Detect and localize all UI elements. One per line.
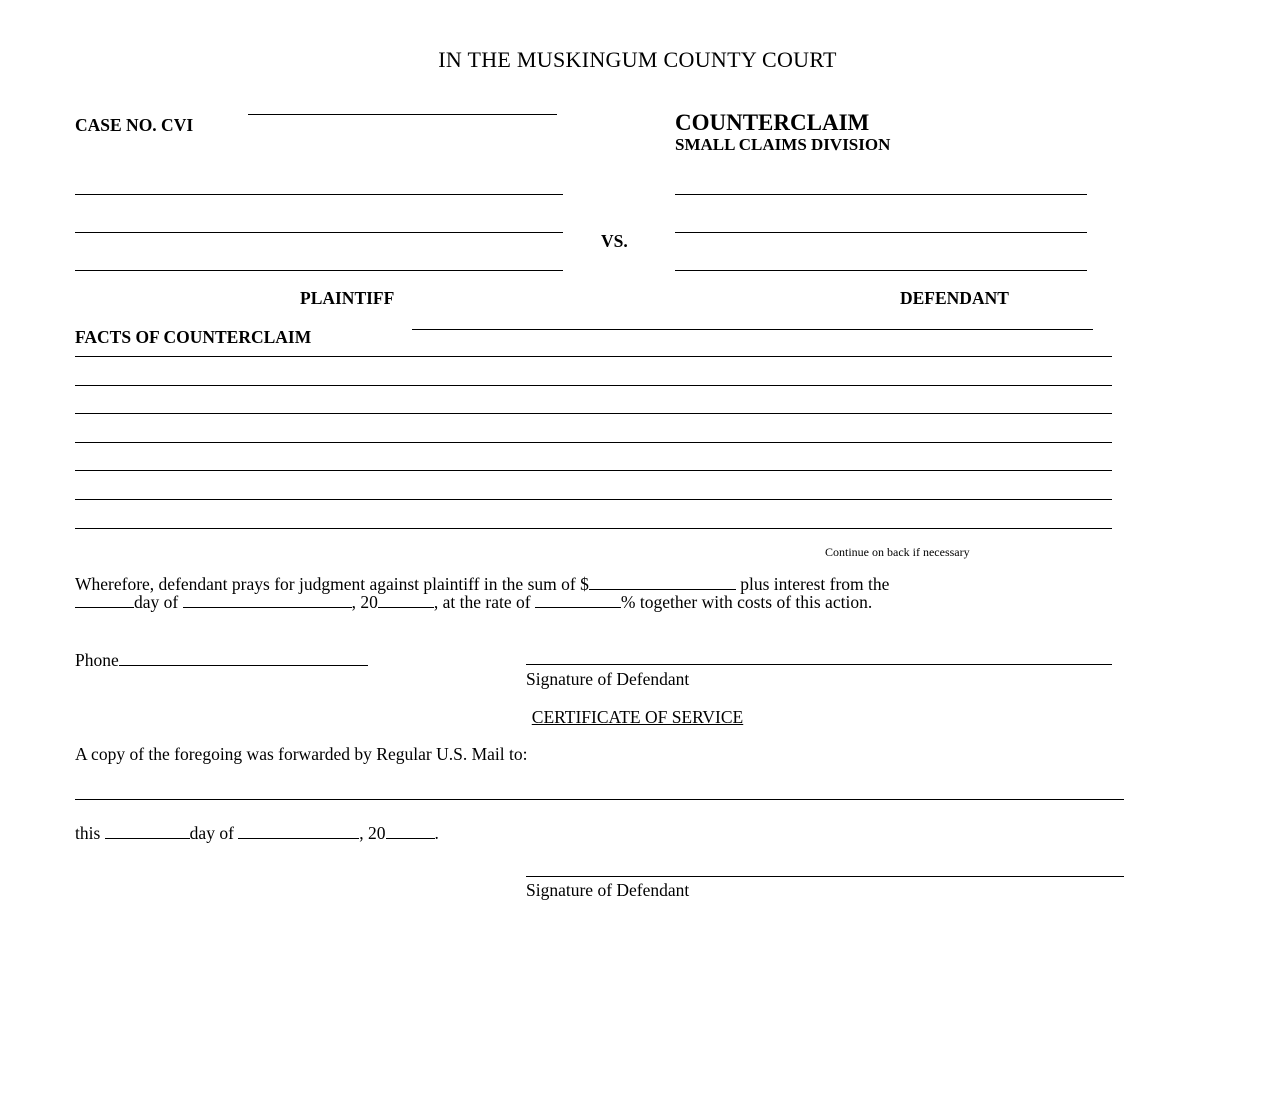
interest-rate-field[interactable] — [535, 593, 621, 608]
form-subtitle: SMALL CLAIMS DIVISION — [675, 135, 891, 154]
interest-month-field[interactable] — [183, 593, 352, 608]
plaintiff-line-3[interactable] — [75, 270, 563, 271]
phone-field[interactable] — [119, 651, 368, 666]
certificate-statement: A copy of the foregoing was forwarded by Regular U.S. Mail to: — [75, 744, 528, 764]
case-number-field[interactable] — [248, 114, 557, 115]
service-date-text-c: , 20 — [359, 823, 386, 843]
defendant-label: DEFENDANT — [900, 288, 1009, 308]
service-date-text-a: this — [75, 823, 105, 843]
facts-line-3[interactable] — [75, 413, 1112, 414]
signature-line-1[interactable] — [526, 664, 1112, 665]
mailing-address-line[interactable] — [75, 799, 1124, 800]
prayer-text-2c: , at the rate of — [433, 592, 535, 612]
facts-line-6[interactable] — [75, 499, 1112, 500]
signature-label-2: Signature of Defendant — [526, 880, 690, 900]
prayer-line-2 — [75, 592, 872, 613]
prayer-text-2d: % together with costs of this action. — [620, 592, 873, 612]
interest-year-field[interactable] — [378, 593, 434, 608]
plaintiff-label: PLAINTIFF — [300, 288, 395, 308]
plaintiff-line-1[interactable] — [75, 194, 563, 195]
defendant-line-1[interactable] — [675, 194, 1087, 195]
plaintiff-line-2[interactable] — [75, 232, 563, 233]
facts-line-1[interactable] — [75, 356, 1112, 357]
facts-line-4[interactable] — [75, 442, 1112, 443]
signature-line-2[interactable] — [526, 876, 1124, 877]
prayer-text-2a: day of — [134, 592, 183, 612]
facts-line-7[interactable] — [75, 528, 1112, 529]
certificate-title: CERTIFICATE OF SERVICE — [531, 707, 744, 727]
service-year-field[interactable] — [386, 824, 435, 839]
interest-day-field[interactable] — [75, 593, 134, 608]
facts-line-0[interactable] — [412, 329, 1093, 330]
service-month-field[interactable] — [238, 824, 359, 839]
prayer-text-2b: , 20 — [351, 592, 378, 612]
amount-field[interactable] — [589, 575, 736, 590]
service-date-text-b: day of — [189, 823, 239, 843]
facts-line-2[interactable] — [75, 385, 1112, 386]
facts-line-5[interactable] — [75, 470, 1112, 471]
certificate-title-wrap — [0, 707, 1275, 728]
versus-label: VS. — [601, 231, 628, 251]
service-date-text-d: . — [434, 823, 439, 843]
prayer-text-1b: plus interest from the — [735, 574, 890, 594]
continue-note: Continue on back if necessary — [825, 545, 970, 559]
court-title: IN THE MUSKINGUM COUNTY COURT — [438, 47, 837, 72]
phone-label: Phone — [75, 650, 119, 670]
signature-label-1: Signature of Defendant — [526, 669, 690, 689]
defendant-line-3[interactable] — [675, 270, 1087, 271]
form-title: COUNTERCLAIM — [675, 110, 870, 135]
phone-row — [75, 650, 368, 671]
case-number-label: CASE NO. CVI — [75, 115, 194, 135]
defendant-line-2[interactable] — [675, 232, 1087, 233]
prayer-text-1a: Wherefore, defendant prays for judgment against plaintiff in the sum of $ — [75, 574, 589, 594]
facts-label: FACTS OF COUNTERCLAIM — [75, 327, 312, 347]
service-date-row — [75, 823, 439, 844]
service-day-field[interactable] — [105, 824, 190, 839]
